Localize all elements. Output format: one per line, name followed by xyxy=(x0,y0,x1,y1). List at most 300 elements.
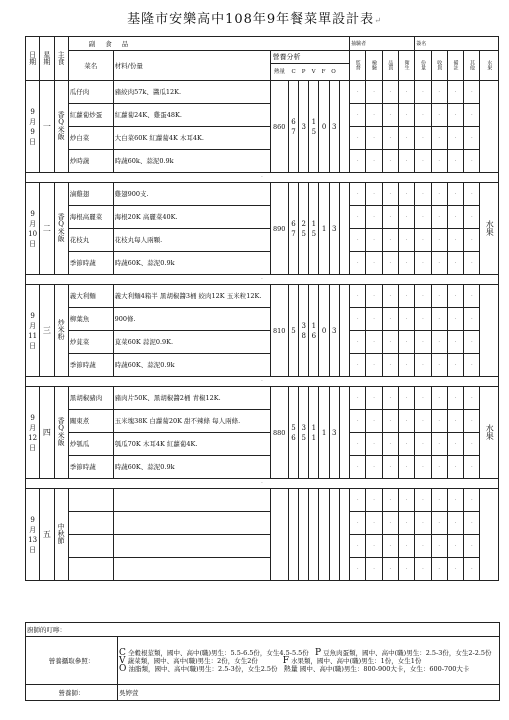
check-cell[interactable] xyxy=(431,433,447,456)
header-right-5 xyxy=(431,51,447,81)
check-cell[interactable] xyxy=(382,229,398,252)
check-cell[interactable] xyxy=(447,456,463,479)
check-cell[interactable] xyxy=(447,285,463,308)
ingredients-cell xyxy=(113,456,270,479)
cell-dot-icon: · xyxy=(438,542,441,550)
check-cell[interactable] xyxy=(431,354,447,377)
ingredients-cell xyxy=(113,150,270,173)
check-cell[interactable] xyxy=(350,558,366,581)
check-cell[interactable] xyxy=(464,183,480,206)
nutr-v-value: 6 xyxy=(311,331,317,340)
check-cell[interactable] xyxy=(464,456,480,479)
day-separator-row xyxy=(26,377,499,387)
check-cell[interactable] xyxy=(431,127,447,150)
check-cell[interactable] xyxy=(382,410,398,433)
check-cell[interactable] xyxy=(366,183,382,206)
check-cell[interactable] xyxy=(415,183,431,206)
check-cell[interactable] xyxy=(431,456,447,479)
cell-dot-icon: · xyxy=(421,338,424,346)
check-cell[interactable] xyxy=(464,387,480,410)
cell-dot-icon: · xyxy=(470,88,473,96)
check-cell[interactable] xyxy=(464,285,480,308)
right-col-7-text: 其他 xyxy=(468,59,475,70)
ingredients-text: 時蔬60K、蒜泥0.9k xyxy=(114,463,175,471)
nutr-v-value: 1 xyxy=(311,117,317,126)
dietitian-label: 營養師： xyxy=(58,688,85,697)
check-cell[interactable] xyxy=(447,81,463,104)
date-part: 月 xyxy=(29,117,37,126)
weekday-cell xyxy=(40,81,54,173)
dish-name-cell xyxy=(68,183,113,206)
kcal-cell xyxy=(270,81,288,173)
check-cell[interactable] xyxy=(366,489,382,512)
day-4-row-0 xyxy=(26,489,499,512)
check-cell[interactable] xyxy=(415,354,431,377)
check-cell[interactable] xyxy=(382,535,398,558)
ingredients-text: 莧菜60K 蒜泥0.9K. xyxy=(114,338,174,346)
cell-dot-icon: · xyxy=(373,463,375,471)
cell-dot-icon: · xyxy=(373,565,375,573)
staple-cell xyxy=(54,489,68,581)
check-cell[interactable] xyxy=(398,489,414,512)
check-cell[interactable] xyxy=(431,104,447,127)
cell-dot-icon: · xyxy=(454,213,457,221)
check-cell[interactable] xyxy=(366,308,382,331)
check-cell[interactable] xyxy=(431,410,447,433)
cell-dot-icon: · xyxy=(405,259,408,267)
check-cell[interactable] xyxy=(447,150,463,173)
cell-dot-icon: · xyxy=(373,361,375,369)
cell-dot-icon: · xyxy=(421,134,424,142)
check-cell[interactable] xyxy=(431,308,447,331)
check-cell[interactable] xyxy=(398,331,414,354)
check-cell[interactable] xyxy=(350,433,366,456)
day-separator-row xyxy=(26,173,499,183)
check-cell[interactable] xyxy=(464,252,480,275)
check-cell[interactable] xyxy=(464,81,480,104)
nutr-v-value: 1 xyxy=(311,423,317,432)
check-cell[interactable] xyxy=(382,104,398,127)
ingredients-cell xyxy=(113,387,270,410)
staple-text: 中秋節 xyxy=(57,523,66,544)
dish-name: 花枝丸 xyxy=(69,236,90,244)
check-cell[interactable] xyxy=(447,308,463,331)
check-cell[interactable] xyxy=(382,127,398,150)
cell-dot-icon: · xyxy=(470,565,473,573)
check-cell[interactable] xyxy=(366,433,382,456)
cell-dot-icon: · xyxy=(454,111,457,119)
legend-f-text: 水果類，國中、高中(職)男生：1份，女生1份 xyxy=(291,656,422,665)
check-cell[interactable] xyxy=(382,183,398,206)
check-cell[interactable] xyxy=(464,127,480,150)
check-cell[interactable] xyxy=(398,81,414,104)
check-cell[interactable] xyxy=(464,535,480,558)
check-cell[interactable] xyxy=(366,331,382,354)
check-cell[interactable] xyxy=(350,331,366,354)
footer-table xyxy=(25,622,500,701)
check-cell[interactable] xyxy=(382,331,398,354)
check-cell[interactable] xyxy=(415,127,431,150)
check-cell[interactable] xyxy=(464,308,480,331)
check-cell[interactable] xyxy=(366,150,382,173)
check-cell[interactable] xyxy=(382,150,398,173)
cell-dot-icon: · xyxy=(356,157,359,165)
nutr-o-cell xyxy=(329,285,339,377)
check-cell[interactable] xyxy=(447,387,463,410)
cell-dot-icon: · xyxy=(454,565,457,573)
dish-name: 柳葉魚 xyxy=(69,315,90,323)
weekday-text: 四 xyxy=(42,427,51,437)
nutr-f-cell xyxy=(319,81,329,173)
check-cell[interactable] xyxy=(415,387,431,410)
check-cell[interactable] xyxy=(366,229,382,252)
dietitian-label-cell xyxy=(26,685,118,701)
check-cell[interactable] xyxy=(431,558,447,581)
dish-name-cell xyxy=(68,252,113,275)
cell-dot-icon: · xyxy=(438,417,441,425)
check-cell[interactable] xyxy=(398,150,414,173)
check-cell[interactable] xyxy=(431,331,447,354)
check-cell[interactable] xyxy=(415,558,431,581)
cell-dot-icon: · xyxy=(470,259,473,267)
cell-dot-icon: · xyxy=(454,394,457,402)
check-cell[interactable] xyxy=(382,512,398,535)
check-cell[interactable] xyxy=(464,150,480,173)
menu-table xyxy=(25,36,499,581)
check-cell[interactable] xyxy=(447,433,463,456)
nutr-v-value: 1 xyxy=(311,433,317,442)
check-cell[interactable] xyxy=(431,81,447,104)
check-cell[interactable] xyxy=(382,308,398,331)
kcal-value: 880 xyxy=(273,428,286,437)
check-cell[interactable] xyxy=(350,229,366,252)
calories-header-text: 熱量 xyxy=(274,69,286,75)
nutr-o-cell xyxy=(329,183,339,275)
check-cell[interactable] xyxy=(398,535,414,558)
check-cell[interactable] xyxy=(431,285,447,308)
nutr-o-value: 3 xyxy=(332,428,337,437)
legend-f-letter: F xyxy=(282,655,289,666)
ingredients-text: 時蔬60k、蒜泥0.9k xyxy=(114,157,174,165)
fruit-text: 水果 xyxy=(485,423,495,440)
dish-name: 季節時蔬 xyxy=(69,463,96,471)
check-cell[interactable] xyxy=(464,433,480,456)
weekday-text: 二 xyxy=(42,223,51,233)
check-cell[interactable] xyxy=(447,183,463,206)
ingredients-cell xyxy=(113,285,270,308)
check-cell[interactable] xyxy=(415,150,431,173)
date-part: 日 xyxy=(29,239,37,248)
check-cell[interactable] xyxy=(398,410,414,433)
nutr-v-value: 5 xyxy=(311,127,317,136)
check-cell[interactable] xyxy=(350,285,366,308)
check-cell[interactable] xyxy=(398,308,414,331)
date-part: 9 xyxy=(30,311,35,320)
cell-dot-icon: · xyxy=(373,259,375,267)
date-cell xyxy=(26,183,40,275)
check-cell[interactable] xyxy=(382,354,398,377)
check-cell[interactable] xyxy=(464,354,480,377)
check-cell[interactable] xyxy=(350,512,366,535)
cell-dot-icon: · xyxy=(470,338,473,346)
check-cell[interactable] xyxy=(431,183,447,206)
date-part: 月 xyxy=(29,423,37,432)
check-cell[interactable] xyxy=(398,252,414,275)
cell-dot-icon: · xyxy=(454,463,457,471)
ingredients-cell xyxy=(113,252,270,275)
nutr-c-cell xyxy=(288,183,298,275)
check-cell[interactable] xyxy=(415,489,431,512)
check-cell[interactable] xyxy=(382,558,398,581)
cell-dot-icon: · xyxy=(438,565,441,573)
check-cell[interactable] xyxy=(350,410,366,433)
nutr-o-header: O xyxy=(331,69,336,75)
check-cell[interactable] xyxy=(398,354,414,377)
cell-dot-icon: · xyxy=(470,519,473,527)
staple-cell xyxy=(54,183,68,275)
kcal-cell xyxy=(270,285,288,377)
check-cell[interactable] xyxy=(350,150,366,173)
date-part: 日 xyxy=(29,137,37,146)
check-cell[interactable] xyxy=(398,558,414,581)
header-row-1 xyxy=(26,37,499,51)
cell-dot-icon: · xyxy=(421,394,424,402)
nutr-f-value: 0 xyxy=(321,122,327,131)
separator-dot-icon: · xyxy=(261,276,263,283)
check-cell[interactable] xyxy=(464,331,480,354)
cell-dot-icon: · xyxy=(389,417,392,425)
cell-dot-icon: · xyxy=(356,565,359,573)
check-cell[interactable] xyxy=(398,387,414,410)
check-cell[interactable] xyxy=(415,285,431,308)
check-cell[interactable] xyxy=(464,489,480,512)
check-cell[interactable] xyxy=(350,206,366,229)
check-cell[interactable] xyxy=(431,535,447,558)
check-cell[interactable] xyxy=(382,252,398,275)
legend-kcal-text: 國中、高中(職)男生：800-900大卡，女生：600-700大卡 xyxy=(299,664,470,673)
nutr-f-cell xyxy=(319,387,329,479)
staple-text: 香Q米飯 xyxy=(57,111,66,140)
check-cell[interactable] xyxy=(464,558,480,581)
cell-dot-icon: · xyxy=(405,394,408,402)
cell-dot-icon: · xyxy=(405,315,408,323)
check-cell[interactable] xyxy=(431,387,447,410)
right-col-8-text: 水果 xyxy=(486,59,493,70)
dish-name-cell xyxy=(68,206,113,229)
check-cell[interactable] xyxy=(382,81,398,104)
check-cell[interactable] xyxy=(350,104,366,127)
cell-dot-icon: · xyxy=(438,213,441,221)
nutr-p-value: 2 xyxy=(301,219,306,228)
dish-name-cell xyxy=(68,489,113,512)
cell-dot-icon: · xyxy=(389,463,392,471)
check-cell[interactable] xyxy=(382,285,398,308)
check-cell[interactable] xyxy=(350,252,366,275)
date-cell xyxy=(26,81,40,173)
check-cell[interactable] xyxy=(398,512,414,535)
cell-dot-icon: · xyxy=(405,292,408,300)
check-cell[interactable] xyxy=(415,410,431,433)
nutr-v-header: V xyxy=(311,69,316,75)
cell-dot-icon: · xyxy=(421,440,424,448)
check-cell[interactable] xyxy=(447,104,463,127)
check-cell[interactable] xyxy=(382,387,398,410)
ingredients-cell xyxy=(113,512,270,535)
check-cell[interactable] xyxy=(447,558,463,581)
check-cell[interactable] xyxy=(447,535,463,558)
check-cell[interactable] xyxy=(366,387,382,410)
check-cell[interactable] xyxy=(350,489,366,512)
cell-dot-icon: · xyxy=(421,213,424,221)
check-cell[interactable] xyxy=(398,104,414,127)
ingredients-cell xyxy=(113,433,270,456)
check-cell[interactable] xyxy=(447,410,463,433)
check-cell[interactable] xyxy=(415,308,431,331)
check-cell[interactable] xyxy=(415,512,431,535)
check-cell[interactable] xyxy=(350,81,366,104)
check-cell[interactable] xyxy=(366,104,382,127)
day-3-row-2 xyxy=(26,433,499,456)
dish-name: 關東煮 xyxy=(69,417,90,425)
check-cell[interactable] xyxy=(447,354,463,377)
kcal-cell xyxy=(270,387,288,479)
dietitian-name: 吳婷萱 xyxy=(119,688,139,697)
check-cell[interactable] xyxy=(398,456,414,479)
check-cell[interactable] xyxy=(366,558,382,581)
check-cell[interactable] xyxy=(366,127,382,150)
check-cell[interactable] xyxy=(431,229,447,252)
dish-name: 炒瓠瓜 xyxy=(69,440,90,448)
check-cell[interactable] xyxy=(398,285,414,308)
date-part: 9 xyxy=(30,209,35,218)
nutr-o-cell xyxy=(329,489,339,581)
check-cell[interactable] xyxy=(447,489,463,512)
check-cell[interactable] xyxy=(464,229,480,252)
check-cell[interactable] xyxy=(382,456,398,479)
check-cell[interactable] xyxy=(366,535,382,558)
nutr-c-value: 6 xyxy=(291,117,296,126)
legend-c-letter: C xyxy=(119,647,126,658)
check-cell[interactable] xyxy=(398,433,414,456)
header-right-0 xyxy=(350,51,366,81)
right-col-4-text: 份量 xyxy=(419,59,426,70)
check-cell[interactable] xyxy=(366,456,382,479)
check-cell[interactable] xyxy=(366,354,382,377)
check-cell[interactable] xyxy=(447,252,463,275)
check-cell[interactable] xyxy=(350,535,366,558)
check-cell[interactable] xyxy=(415,331,431,354)
check-cell[interactable] xyxy=(447,206,463,229)
staple-text: 炒米粉 xyxy=(57,319,66,340)
cell-dot-icon: · xyxy=(438,338,441,346)
cell-dot-icon: · xyxy=(389,338,392,346)
check-cell[interactable] xyxy=(350,456,366,479)
header-sub-menu xyxy=(68,37,349,51)
cell-dot-icon: · xyxy=(373,417,375,425)
dish-name-cell xyxy=(68,558,113,581)
cell-dot-icon: · xyxy=(356,88,359,96)
dish-name-cell xyxy=(68,410,113,433)
check-cell[interactable] xyxy=(447,512,463,535)
check-cell[interactable] xyxy=(431,206,447,229)
check-cell[interactable] xyxy=(415,252,431,275)
cell-dot-icon: · xyxy=(454,88,457,96)
check-cell[interactable] xyxy=(415,535,431,558)
check-cell[interactable] xyxy=(398,229,414,252)
check-cell[interactable] xyxy=(431,252,447,275)
check-cell[interactable] xyxy=(366,512,382,535)
nutr-c-value: 6 xyxy=(291,219,296,228)
day-1-row-0 xyxy=(26,183,499,206)
date-part: 9 xyxy=(30,413,35,422)
check-cell[interactable] xyxy=(366,410,382,433)
check-cell[interactable] xyxy=(415,206,431,229)
check-cell[interactable] xyxy=(415,229,431,252)
check-cell[interactable] xyxy=(382,489,398,512)
check-cell[interactable] xyxy=(415,81,431,104)
check-cell[interactable] xyxy=(350,183,366,206)
nutr-c-value: 6 xyxy=(291,433,296,442)
check-cell[interactable] xyxy=(431,512,447,535)
date-cell xyxy=(26,285,40,377)
cell-dot-icon: · xyxy=(438,519,441,527)
check-cell[interactable] xyxy=(464,104,480,127)
check-cell[interactable] xyxy=(447,229,463,252)
weekday-text: 三 xyxy=(42,325,51,335)
cell-dot-icon: · xyxy=(421,190,424,198)
nutr-p-value: 3 xyxy=(301,321,306,330)
check-cell[interactable] xyxy=(382,433,398,456)
check-cell[interactable] xyxy=(415,433,431,456)
cell-dot-icon: · xyxy=(470,190,473,198)
right-col-5-text: 收貨 xyxy=(436,59,443,70)
dish-name-cell xyxy=(68,127,113,150)
advice-row xyxy=(26,623,500,637)
check-cell[interactable] xyxy=(415,104,431,127)
check-cell[interactable] xyxy=(431,150,447,173)
ingredients-cell xyxy=(113,183,270,206)
check-cell[interactable] xyxy=(398,127,414,150)
check-cell[interactable] xyxy=(431,489,447,512)
check-cell[interactable] xyxy=(350,387,366,410)
check-cell[interactable] xyxy=(464,206,480,229)
check-cell[interactable] xyxy=(447,127,463,150)
day-separator-row xyxy=(26,275,499,285)
ingredients-header-text: 材料/份量 xyxy=(114,61,143,70)
check-cell[interactable] xyxy=(350,127,366,150)
cell-dot-icon: · xyxy=(438,394,441,402)
nutr-f-value: 1 xyxy=(321,224,327,233)
check-cell[interactable] xyxy=(398,206,414,229)
check-cell[interactable] xyxy=(350,354,366,377)
check-cell[interactable] xyxy=(366,206,382,229)
check-cell[interactable] xyxy=(415,456,431,479)
dish-name: 義大利麵 xyxy=(69,292,96,300)
date-part: 日 xyxy=(29,443,37,452)
check-cell[interactable] xyxy=(350,308,366,331)
check-cell[interactable] xyxy=(464,410,480,433)
check-cell[interactable] xyxy=(398,183,414,206)
check-cell[interactable] xyxy=(447,331,463,354)
check-cell[interactable] xyxy=(366,81,382,104)
dietitian-name-cell xyxy=(118,685,500,701)
check-cell[interactable] xyxy=(366,285,382,308)
check-cell[interactable] xyxy=(366,252,382,275)
weekday-text: 五 xyxy=(42,529,51,539)
check-cell[interactable] xyxy=(382,206,398,229)
check-cell[interactable] xyxy=(464,512,480,535)
cell-dot-icon: · xyxy=(454,440,457,448)
